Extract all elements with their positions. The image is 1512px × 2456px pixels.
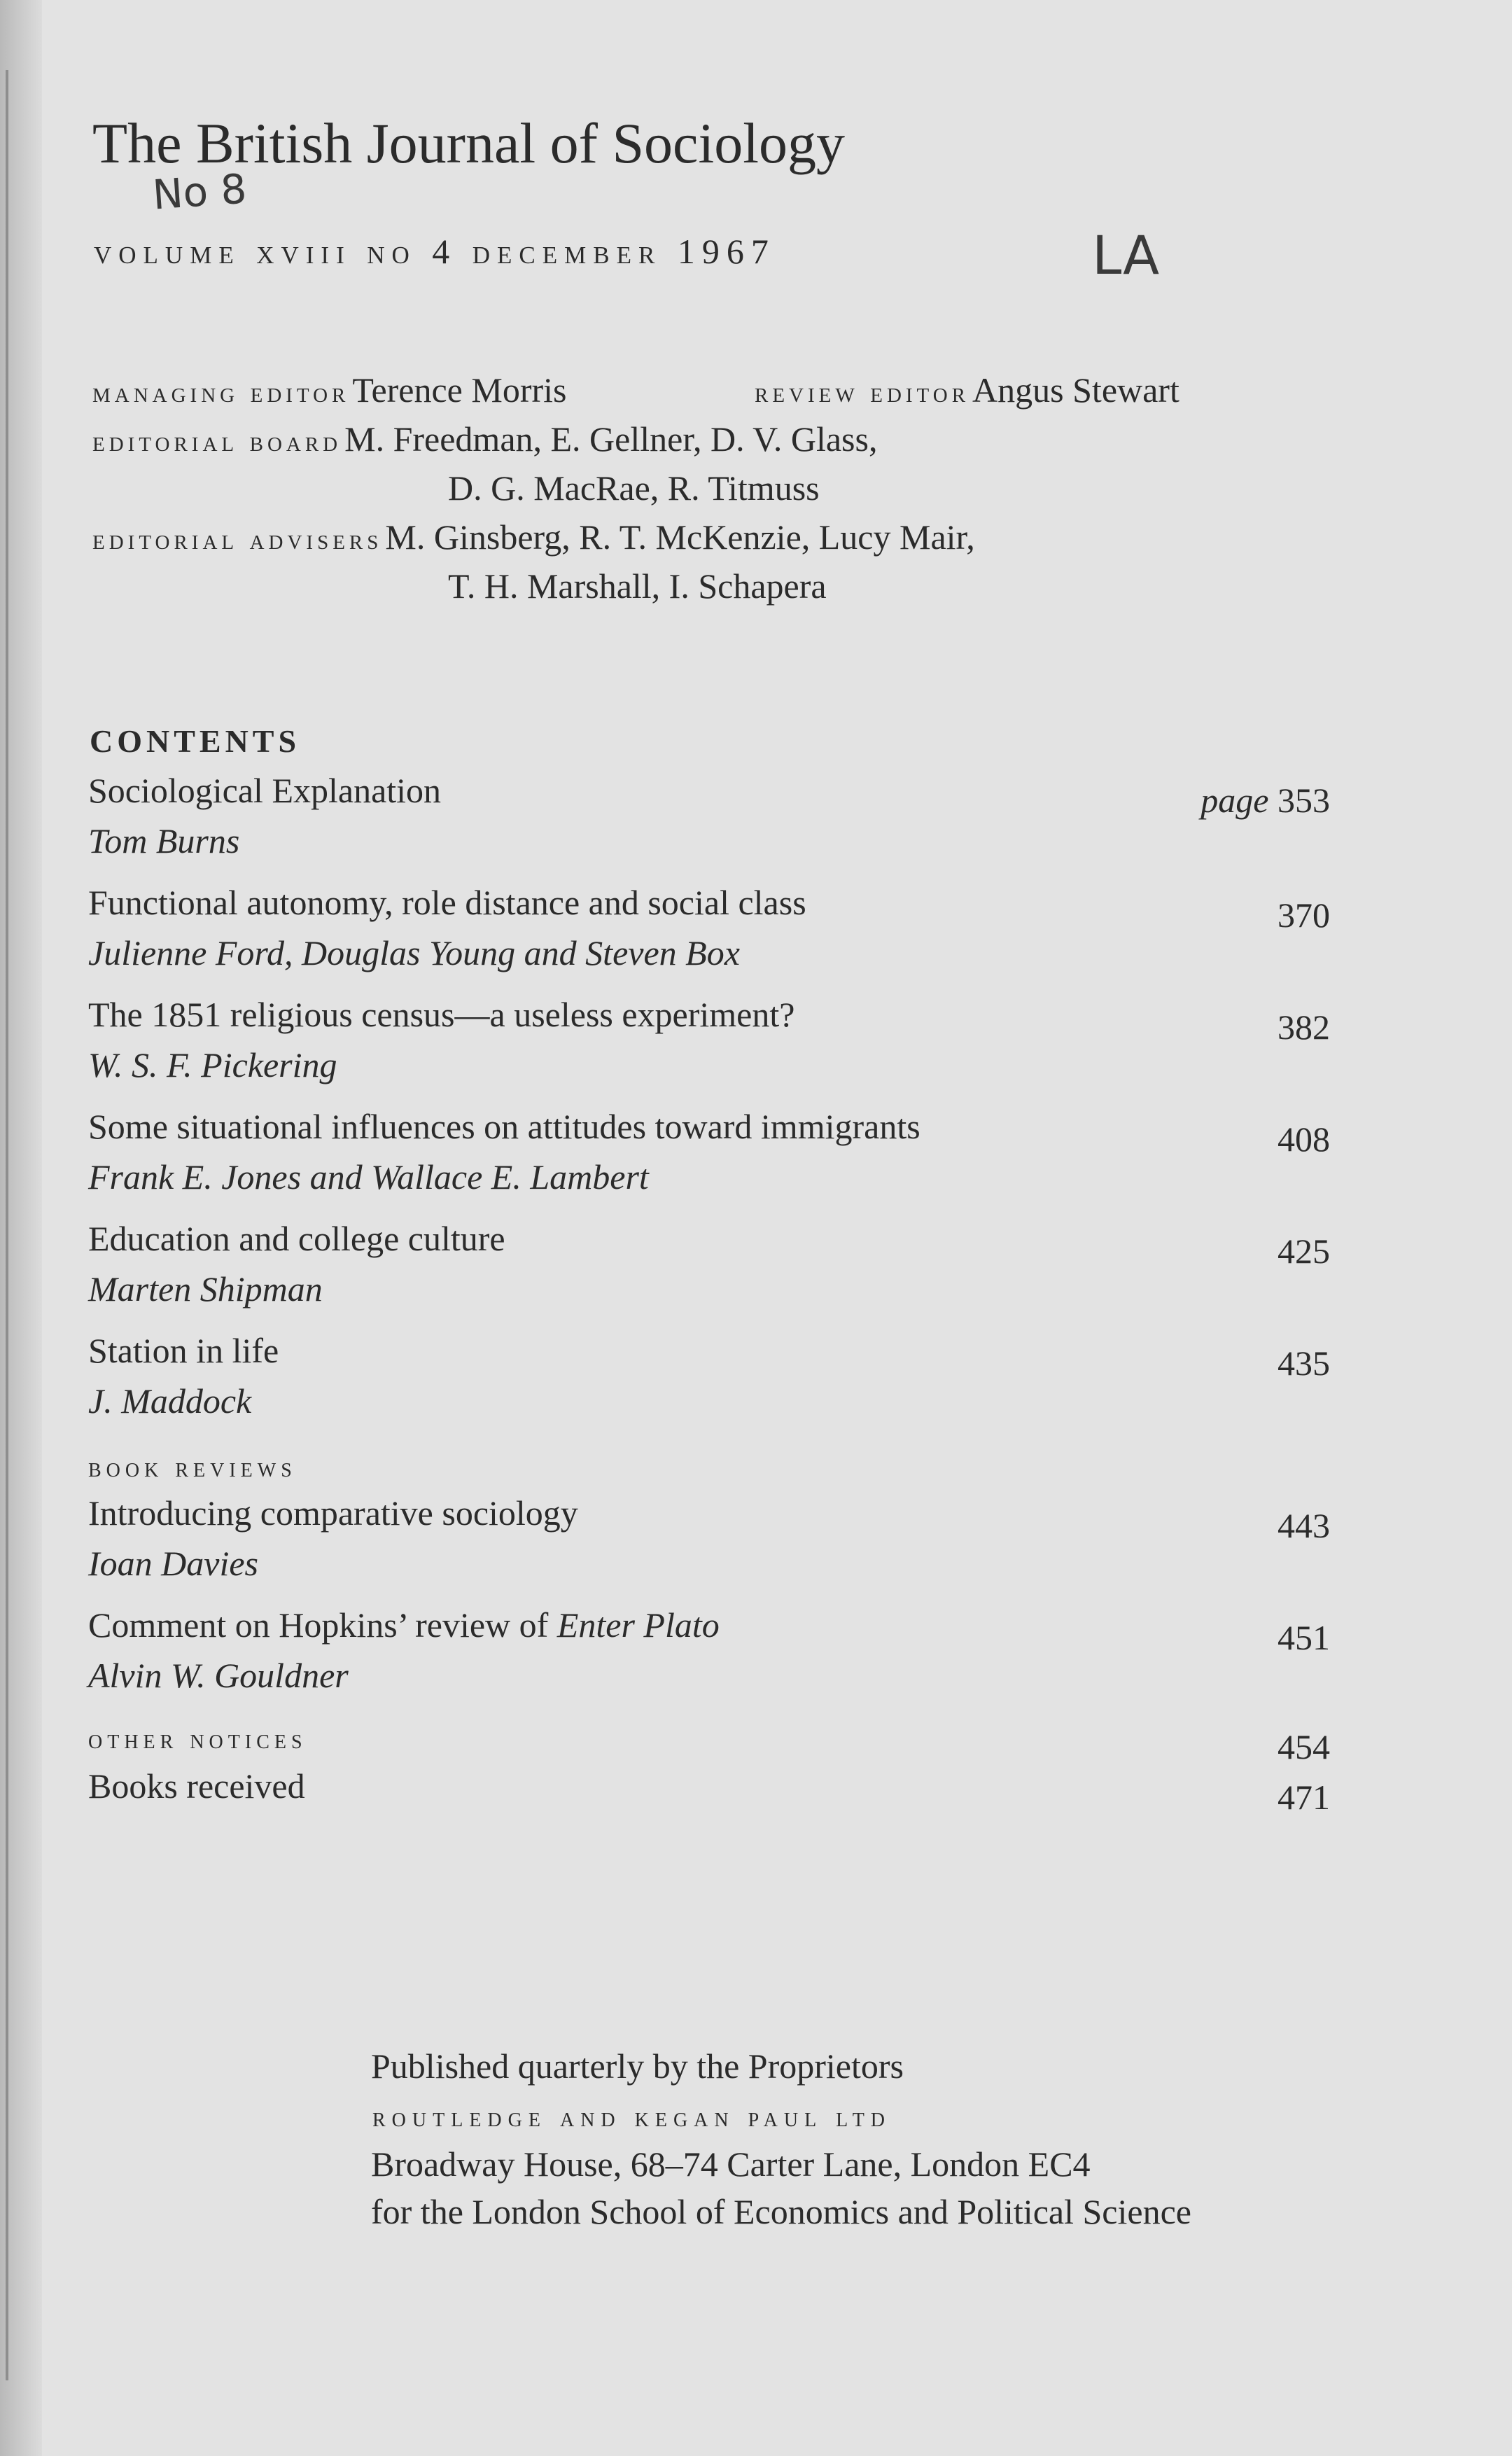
article-title: Some situational influences on attitudes toward immigrants — [88, 1107, 920, 1146]
article-title: Functional autonomy, role distance and social class — [88, 883, 806, 922]
journal-title: The British Journal of Sociology — [92, 111, 846, 175]
handwritten-issue-note: No 8 — [150, 165, 248, 219]
handwritten-initials: LA — [1092, 224, 1160, 286]
editorial-board-label: editorial board — [92, 426, 342, 458]
review-page: 443 — [1278, 1506, 1330, 1545]
page-prefix: page — [1200, 781, 1269, 820]
page-number: 353 — [1278, 781, 1330, 820]
review-author: Alvin W. Gouldner — [88, 1656, 349, 1695]
contents-heading: CONTENTS — [90, 723, 301, 759]
article-page: 370 — [1278, 895, 1330, 935]
article-page: 382 — [1278, 1007, 1330, 1047]
editorial-board-names-2: D. G. MacRae, R. Titmuss — [448, 468, 820, 508]
article-title: Sociological Explanation — [88, 771, 442, 810]
review-editor-row — [755, 370, 1180, 410]
article-author: J. Maddock — [88, 1381, 252, 1421]
review-editor-name: Angus Stewart — [972, 370, 1180, 410]
editorial-advisers-row — [92, 517, 975, 557]
managing-editor-row — [92, 370, 566, 410]
editorial-board-row — [92, 419, 877, 459]
other-notices-page: 454 — [1278, 1727, 1330, 1766]
article-author: W. S. F. Pickering — [88, 1045, 337, 1084]
volume-line: volume xviii no 4 december 1967 — [94, 232, 776, 271]
managing-editor-label: managing editor — [92, 377, 350, 409]
article-author: Frank E. Jones and Wallace E. Lambert — [88, 1157, 649, 1196]
article-page: 425 — [1278, 1232, 1330, 1271]
page-edge-line — [6, 70, 8, 2380]
article-author: Marten Shipman — [88, 1269, 323, 1309]
review-author: Ioan Davies — [88, 1544, 258, 1583]
other-notices-label: other notices — [88, 1723, 307, 1754]
article-title: The 1851 religious census—a useless experiment? — [88, 995, 795, 1034]
publisher-address: Broadway House, 68–74 Carter Lane, London EC4 — [371, 2144, 1091, 2184]
editorial-advisers-label: editorial advisers — [92, 524, 383, 556]
article-title: Station in life — [88, 1331, 279, 1370]
books-received: Books received — [88, 1766, 305, 1806]
article-page: 435 — [1278, 1344, 1330, 1383]
editorial-advisers-names: M. Ginsberg, R. T. McKenzie, Lucy Mair, — [385, 517, 975, 557]
review-editor-label: review editor — [755, 377, 970, 409]
review-page: 451 — [1278, 1618, 1330, 1657]
review-title-work: Enter Plato — [556, 1605, 720, 1645]
publisher-line: Published quarterly by the Proprietors — [371, 2046, 904, 2086]
review-title-text: Comment on Hopkins’ review of — [88, 1605, 557, 1645]
article-author: Julienne Ford, Douglas Young and Steven Box — [88, 933, 740, 972]
book-reviews-label: book reviews — [88, 1451, 297, 1483]
publisher-for-line: for the London School of Economics and Political Science — [371, 2192, 1191, 2231]
editorial-board-names: M. Freedman, E. Gellner, D. V. Glass, — [344, 419, 878, 459]
managing-editor-name: Terence Morris — [352, 370, 567, 410]
article-title: Education and college culture — [88, 1219, 505, 1258]
article-page: 408 — [1278, 1119, 1330, 1159]
editorial-advisers-names-2: T. H. Marshall, I. Schapera — [448, 566, 827, 606]
review-title: Introducing comparative sociology — [88, 1493, 578, 1533]
article-page — [1200, 780, 1330, 821]
books-received-page: 471 — [1278, 1778, 1330, 1817]
article-author: Tom Burns — [88, 821, 240, 860]
review-title — [88, 1605, 720, 1645]
publisher-name: routledge and kegan paul ltd — [372, 2101, 892, 2133]
